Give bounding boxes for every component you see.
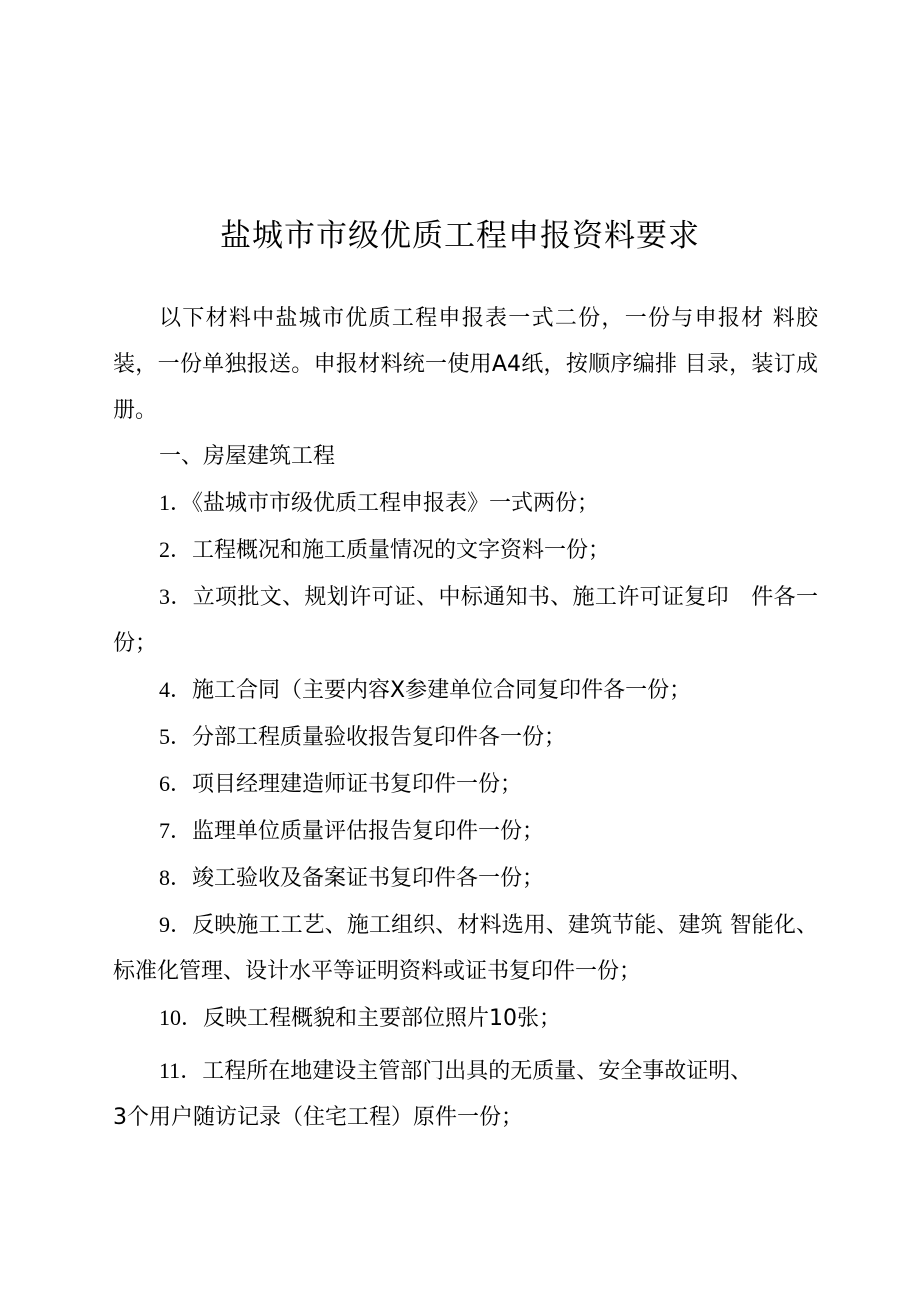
item-number: 5 bbox=[159, 724, 170, 749]
item-text: ．分部工程质量验收报告复印件各一份； bbox=[170, 725, 567, 750]
list-item bbox=[113, 714, 818, 761]
section-heading: 一、房屋建筑工程 bbox=[159, 444, 336, 469]
item-text: ．项目经理建造师证书复印件一份； bbox=[170, 772, 523, 797]
list-item bbox=[113, 808, 818, 855]
list-item bbox=[113, 761, 818, 808]
list-item bbox=[113, 995, 818, 1042]
item-number: 10 bbox=[159, 1005, 181, 1030]
item-text: ．监理单位质量评估报告复印件一份； bbox=[170, 819, 545, 844]
document-body bbox=[113, 296, 818, 1141]
item-text: ．反映施工工艺、施工组织、材料选用、建筑节能、建筑 智能化、标准化管理、设计水平等证明资料或证书复印件一份； bbox=[113, 913, 818, 984]
list-item bbox=[113, 574, 818, 667]
item-number: 8 bbox=[159, 865, 170, 890]
document-title: 盐城市市级优质工程申报资料要求 bbox=[220, 218, 700, 254]
list-item bbox=[113, 527, 818, 574]
item-text: ．竣工验收及备案证书复印件各一份； bbox=[170, 866, 545, 891]
list-item bbox=[113, 1048, 818, 1095]
item-number: 6 bbox=[159, 771, 170, 796]
list-item bbox=[113, 480, 818, 527]
item-text: ．施工合同（主要内容X参建单位合同复印件各一份； bbox=[170, 678, 692, 703]
item-number: 7 bbox=[159, 818, 170, 843]
item-text: ．《盐城市市级优质工程申报表》一式两份； bbox=[170, 491, 600, 516]
item-text: ．反映工程概貌和主要部位照片10张； bbox=[181, 1006, 561, 1031]
item-number: 2 bbox=[159, 537, 170, 562]
intro-paragraph: 以下材料中盐城市优质工程申报表一式二份，一份与申报材 料胶装，一份单独报送。申报材料统一使用A4纸，按顺序编排 目录，装订成册。 bbox=[113, 306, 818, 423]
list-item bbox=[113, 902, 818, 995]
list-item bbox=[113, 855, 818, 902]
item-text: ．立项批文、规划许可证、中标通知书、施工许可证复印 件各一份； bbox=[113, 585, 818, 656]
item-number: 1 bbox=[159, 490, 170, 515]
item-text: ．工程概况和施工质量情况的文字资料一份； bbox=[170, 538, 611, 563]
item-number: 4 bbox=[159, 677, 170, 702]
list-item bbox=[113, 667, 818, 714]
item-text: ．工程所在地建设主管部门出具的无质量、安全事故证明、 bbox=[180, 1059, 753, 1084]
item-number: 9 bbox=[159, 912, 170, 937]
item-number: 11 bbox=[159, 1058, 181, 1083]
list-item-continuation: 3个用户随访记录（住宅工程）原件一份； bbox=[113, 1105, 523, 1130]
item-number: 3 bbox=[159, 584, 170, 609]
